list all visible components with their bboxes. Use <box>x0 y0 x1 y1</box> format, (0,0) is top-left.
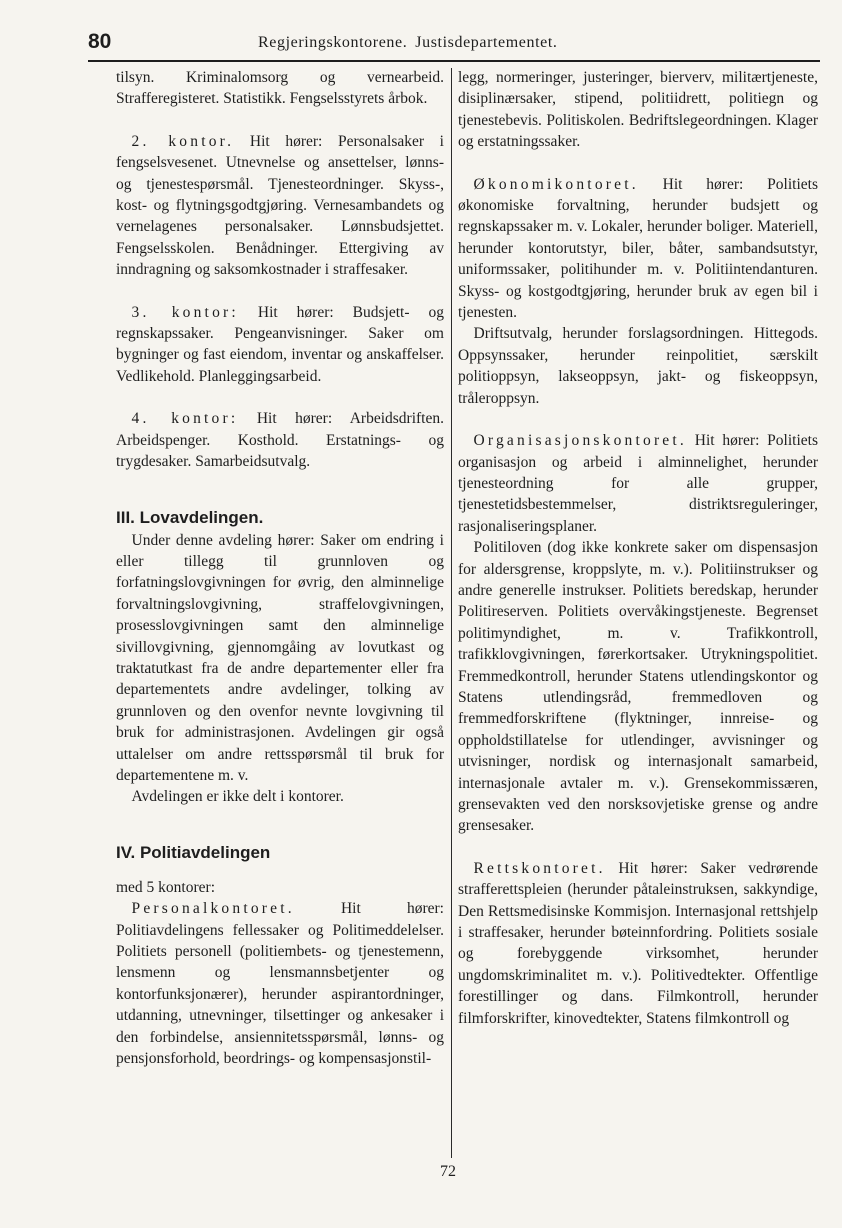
paragraph: 2. kontor. Hit hører: Personalsaker i fengselsvesenet. Utnevnelse og ansettelser, lønns- og tjenestespørsmål. Tjenesteordninger. Skyss-, kost- og flytningsgodtgjøring. Vernesambandets og vernelagenes personalsaker. Lønnsbudsjettet. Fengselsskolen. Benådninger. Ettergiving av inndragning og saksomkostnader i straffesaker. <box>116 132 444 279</box>
paragraph: Driftsutvalg, herunder forslagsordningen. Hittegods. Oppsynssaker, herunder reinpolitiet, særskilt politioppsyn, lakseoppsyn, jakt- og fiskeoppsyn, tråleroppsyn. <box>458 325 818 407</box>
paragraph: Økonomikontoret. Hit hører: Politiets økonomiske forvaltning, herunder budsjett og regnskapssaker m. v. Lokaler, herunder boliger. Materiell, herunder kontorutstyr, biler, båter, sambandsutstyr, uniformssaker, politihunder m. v. Politiintendanturen. Skyss- og kostgodtgjøring, herunder bruk av egen bil i tjenesten. <box>458 175 818 322</box>
paragraph: Under denne avdeling hører: Saker om endring i eller tillegg til grunnloven og forfatningslovgivningen for øvrig, den alminnelige forvaltningslovgivning, straffelovgivningen, prosesslovgivningen samt den alminnelige sivillovgivning, gjennomgåing av lovutkast og traktatutkast fra de andre departementer eller fra departementets andre avdelinger, tolking av grunnloven og den ovenfor nevnte lovgivning til bruk for administrasjonen. Avdelingen gir også uttalelser om andre rettsspørsmål til bruk for departementene m. v. <box>116 531 444 784</box>
paragraph: tilsyn. Kriminalomsorg og vernearbeid. Strafferegisteret. Statistikk. Fengselsstyrets årbok. <box>116 69 444 108</box>
office-name: 2. kontor. <box>131 132 235 150</box>
office-name: 3. kontor: <box>131 303 239 321</box>
office-name: 4. kontor: <box>131 410 239 428</box>
paragraph: 4. kontor: Hit hører: Arbeidsdriften. Arbeidspenger. Kosthold. Erstatnings- og trygdesaker. Samarbeidsutvalg. <box>116 410 444 471</box>
column-divider <box>451 68 452 1158</box>
paragraph: Rettskontoret. Hit hører: Saker vedrørende strafferettspleien (herunder påtaleinstruksen, sakkyndige, Den Rettsmedisinske Kommisjon. Internasjonal rettshjelp i straffesaker, herunder bøteinnfordring. Politiets sosiale og forebyggende virksomhet, herunder ungdomskriminalitet m. v.). Politivedtekter. Offentlige forestillinger og dans. Filmkontroll, herunder filmforskrifter, kinovedtekter, Statens filmkontroll og <box>458 859 818 1027</box>
folio: 72 <box>440 1163 456 1180</box>
header-rule <box>88 60 820 62</box>
section-heading-lovavdelingen: III. Lovavdelingen. <box>116 507 264 527</box>
paragraph: Avdelingen er ikke delt i kontorer. <box>131 788 344 806</box>
paragraph: 3. kontor: Hit hører: Budsjett- og regnskapssaker. Pengeanvisninger. Saker om bygninger og fast eiendom, inventar og anskaffelser. Vedlikehold. Planleggingsarbeid. <box>116 303 444 385</box>
right-column <box>458 67 818 1029</box>
office-name: Økonomikontoret. <box>473 175 639 193</box>
running-head-left: Regjeringskontorene. <box>258 34 408 51</box>
office-name: Organisasjonskontoret. <box>473 432 687 450</box>
paragraph: Organisasjonskontoret. Hit hører: Politiets organisasjon og arbeid i alminnelighet, herunder tjenesteordning for alle grupper, tjenestetidsbestemmelser, distriktsreguleringer, rasjonaliseringsplaner. <box>458 432 818 535</box>
running-head-right: Justisdepartementet. <box>415 34 558 51</box>
paragraph: Politiloven (dog ikke konkrete saker om dispensasjon for aldersgrense, kroppslyte, m. v.). Politiinstrukser og andre generelle instrukser. Politiets beredskap, herunder Politireserven. Politiets overvåkingstjeneste. Begrenset politimyndighet, m. v. Trafikkontroll, trafikklovgivningen, førerkortsaker. Utrykningspolitiet. Fremmedkontroll, herunder Statens utlendingskontor og Statens utlendingsråd, fremmedloven og fremmedforskriftene (flyktninger, innreise- og oppholdstillatelse for utlendinger, avvisninger og utvisninger, nordisk og internasjonalt samarbeid, internasjonale avtaler m. v.). Grensekommissæren, grensevakten ved den norsksovjetiske grense og andre grensesaker. <box>458 539 818 835</box>
left-column <box>116 67 444 1069</box>
paragraph: Personalkontoret. Hit hører: Politiavdelingens fellessaker og Politimeddelelser. Politiets personell (politiembets- og tjenestemenn, lensmenn og lensmannsbetjenter og kontorfunksjonærer), herunder aspirantordninger, utdanning, utnevninger, tilsettinger og ankesaker i den forbindelse, ansiennitetsspørsmål, lønns- og pensjonsforhold, beordrings- og kompensasjonstil- <box>116 900 444 1068</box>
paragraph: legg, normeringer, justeringer, bierverv, militærtjeneste, disiplinærsaker, stipend, politiidrett, politiegn og tjenestebevis. Politiskolen. Bedriftslegeordningen. Klager og erstatningssaker. <box>458 69 818 151</box>
section-heading-politiavdelingen: IV. Politiavdelingen <box>116 842 271 862</box>
page-number: 80 <box>88 30 112 53</box>
running-head <box>258 34 557 52</box>
paragraph: med 5 kontorer: <box>116 878 216 896</box>
office-name: Personalkontoret. <box>131 900 295 918</box>
office-name: Rettskontoret. <box>473 859 606 877</box>
